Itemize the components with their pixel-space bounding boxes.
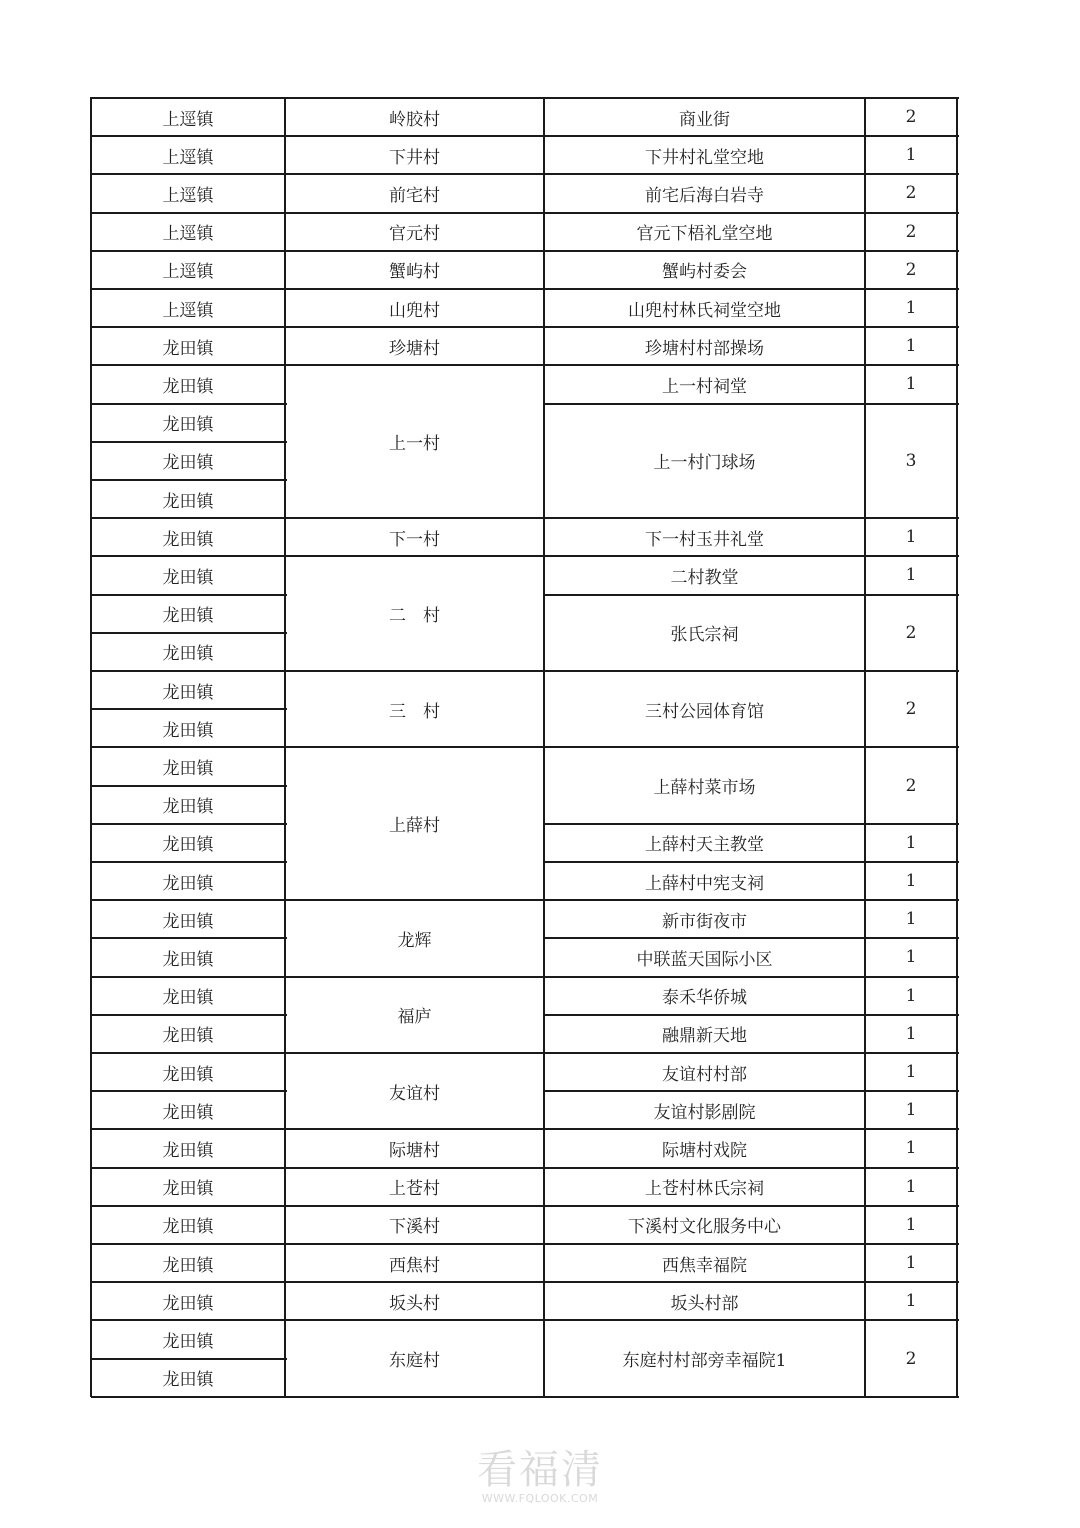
count-cell: 1 xyxy=(905,145,917,166)
site-cell: 下井村礼堂空地 xyxy=(645,147,764,168)
row-line xyxy=(544,1281,959,1283)
town-cell: 龙田镇 xyxy=(162,1064,214,1085)
site-cell: 上一村祠堂 xyxy=(662,376,747,397)
row-line xyxy=(91,1396,287,1398)
column-line xyxy=(864,97,866,1397)
row-line xyxy=(91,1014,287,1016)
town-cell: 龙田镇 xyxy=(162,1026,214,1047)
town-cell: 龙田镇 xyxy=(162,682,214,703)
count-cell: 2 xyxy=(905,1348,917,1369)
row-line xyxy=(285,1167,546,1169)
row-line xyxy=(285,1052,546,1054)
town-cell: 上逕镇 xyxy=(162,224,214,245)
row-line xyxy=(91,1205,287,1207)
count-cell: 1 xyxy=(905,832,917,853)
count-cell: 1 xyxy=(905,565,917,586)
row-line xyxy=(544,135,959,137)
village-cell: 友谊村 xyxy=(389,1083,440,1104)
row-line xyxy=(285,746,546,748)
row-line xyxy=(544,1319,959,1321)
site-cell: 融鼎新天地 xyxy=(662,1026,747,1047)
row-line xyxy=(91,403,287,405)
site-cell: 西焦幸福院 xyxy=(662,1255,747,1276)
town-cell: 龙田镇 xyxy=(162,453,214,474)
row-line xyxy=(91,1090,287,1092)
village-cell: 下一村 xyxy=(389,529,440,550)
watermark xyxy=(470,1448,610,1506)
town-cell: 龙田镇 xyxy=(162,1331,214,1352)
count-cell: 1 xyxy=(905,1291,917,1312)
site-cell: 友谊村村部 xyxy=(662,1064,747,1085)
count-cell: 1 xyxy=(905,985,917,1006)
site-cell: 张氏宗祠 xyxy=(670,625,739,646)
town-cell: 龙田镇 xyxy=(162,1293,214,1314)
site-cell: 三村公园体育馆 xyxy=(645,701,764,722)
row-line xyxy=(544,555,959,557)
town-cell: 龙田镇 xyxy=(162,988,214,1009)
site-cell: 下溪村文化服务中心 xyxy=(628,1217,781,1238)
row-line xyxy=(544,937,959,939)
count-cell: 1 xyxy=(905,1062,917,1083)
town-cell: 龙田镇 xyxy=(162,1255,214,1276)
count-cell: 2 xyxy=(905,183,917,204)
village-cell: 上一村 xyxy=(389,434,440,455)
town-cell: 上逕镇 xyxy=(162,147,214,168)
town-cell: 上逕镇 xyxy=(162,109,214,130)
village-cell: 山兜村 xyxy=(389,300,440,321)
row-line xyxy=(544,364,959,366)
count-cell: 2 xyxy=(905,699,917,720)
row-line xyxy=(91,1281,287,1283)
row-line xyxy=(91,517,287,519)
row-line xyxy=(91,1052,287,1054)
village-cell: 蟹屿村 xyxy=(389,262,440,283)
row-line xyxy=(91,708,287,710)
town-cell: 龙田镇 xyxy=(162,949,214,970)
town-cell: 龙田镇 xyxy=(162,491,214,512)
town-cell: 龙田镇 xyxy=(162,415,214,436)
row-line xyxy=(544,517,959,519)
column-line xyxy=(956,97,958,1397)
row-line xyxy=(285,899,546,901)
row-line xyxy=(544,403,959,405)
row-line xyxy=(544,746,959,748)
town-cell: 龙田镇 xyxy=(162,1217,214,1238)
row-line xyxy=(285,1281,546,1283)
count-cell: 2 xyxy=(905,107,917,128)
village-cell: 上薛村 xyxy=(389,816,440,837)
row-line xyxy=(91,173,287,175)
row-line xyxy=(285,670,546,672)
site-cell: 山兜村林氏祠堂空地 xyxy=(628,300,781,321)
row-line xyxy=(285,555,546,557)
village-cell: 下溪村 xyxy=(389,1217,440,1238)
count-cell: 1 xyxy=(905,1138,917,1159)
row-line xyxy=(544,326,959,328)
town-cell: 龙田镇 xyxy=(162,1102,214,1123)
row-line xyxy=(544,250,959,252)
row-line xyxy=(91,823,287,825)
town-cell: 龙田镇 xyxy=(162,606,214,627)
count-cell: 3 xyxy=(905,450,917,471)
town-cell: 龙田镇 xyxy=(162,873,214,894)
site-cell: 上薛村中宪支祠 xyxy=(645,873,764,894)
row-line xyxy=(91,135,287,137)
row-line xyxy=(91,937,287,939)
count-cell: 2 xyxy=(905,775,917,796)
row-line xyxy=(91,441,287,443)
row-line xyxy=(285,976,546,978)
village-cell: 官元村 xyxy=(389,224,440,245)
row-line xyxy=(91,1319,287,1321)
row-line xyxy=(544,1396,959,1398)
row-line xyxy=(91,212,287,214)
site-cell: 商业街 xyxy=(679,109,730,130)
row-line xyxy=(285,517,546,519)
row-line xyxy=(544,1128,959,1130)
town-cell: 龙田镇 xyxy=(162,1370,214,1391)
town-cell: 龙田镇 xyxy=(162,1179,214,1200)
row-line xyxy=(91,288,287,290)
village-cell: 三 村 xyxy=(389,701,440,722)
row-line xyxy=(544,1167,959,1169)
site-cell: 珍塘村村部操场 xyxy=(645,338,764,359)
village-cell: 上苍村 xyxy=(389,1179,440,1200)
row-line xyxy=(544,823,959,825)
row-line xyxy=(285,364,546,366)
village-cell: 龙辉 xyxy=(397,930,432,951)
row-line xyxy=(544,1014,959,1016)
village-cell: 东庭村 xyxy=(389,1351,440,1372)
column-line xyxy=(284,97,286,1397)
site-cell: 友谊村影剧院 xyxy=(653,1102,756,1123)
column-line xyxy=(90,97,92,1397)
count-cell: 1 xyxy=(905,374,917,395)
row-line xyxy=(91,861,287,863)
row-line xyxy=(91,364,287,366)
row-line xyxy=(544,1205,959,1207)
town-cell: 上逕镇 xyxy=(162,185,214,206)
count-cell: 2 xyxy=(905,221,917,242)
row-line xyxy=(91,1243,287,1245)
site-cell: 泰禾华侨城 xyxy=(662,988,747,1009)
row-line xyxy=(91,555,287,557)
site-cell: 中联蓝天国际小区 xyxy=(636,949,773,970)
count-cell: 1 xyxy=(905,1023,917,1044)
site-cell: 官元下梧礼堂空地 xyxy=(636,224,773,245)
row-line xyxy=(285,250,546,252)
village-cell: 下井村 xyxy=(389,147,440,168)
row-line xyxy=(285,173,546,175)
town-cell: 龙田镇 xyxy=(162,911,214,932)
site-cell: 上薛村菜市场 xyxy=(653,778,756,799)
row-line xyxy=(544,212,959,214)
town-cell: 龙田镇 xyxy=(162,758,214,779)
row-line xyxy=(544,1090,959,1092)
count-cell: 1 xyxy=(905,298,917,319)
row-line xyxy=(544,173,959,175)
town-cell: 龙田镇 xyxy=(162,797,214,818)
village-cell: 福庐 xyxy=(397,1007,432,1028)
village-cell: 珍塘村 xyxy=(389,338,440,359)
row-line xyxy=(285,135,546,137)
row-line xyxy=(544,899,959,901)
village-cell: 西焦村 xyxy=(389,1255,440,1276)
town-cell: 上逕镇 xyxy=(162,262,214,283)
row-line xyxy=(91,326,287,328)
row-line xyxy=(91,785,287,787)
count-cell: 1 xyxy=(905,1253,917,1274)
row-line xyxy=(285,326,546,328)
town-cell: 龙田镇 xyxy=(162,720,214,741)
count-cell: 1 xyxy=(905,336,917,357)
row-line xyxy=(91,1128,287,1130)
count-cell: 1 xyxy=(905,1176,917,1197)
row-line xyxy=(91,670,287,672)
town-cell: 龙田镇 xyxy=(162,835,214,856)
row-line xyxy=(91,632,287,634)
count-cell: 1 xyxy=(905,1214,917,1235)
count-cell: 1 xyxy=(905,871,917,892)
row-line xyxy=(285,1205,546,1207)
village-cell: 坂头村 xyxy=(389,1293,440,1314)
site-cell: 际塘村戏院 xyxy=(662,1140,747,1161)
town-cell: 龙田镇 xyxy=(162,644,214,665)
watermark-url: WWW.FQLOOK.COM xyxy=(481,1492,599,1505)
site-cell: 东庭村村部旁幸福院1 xyxy=(622,1351,787,1372)
count-cell: 1 xyxy=(905,527,917,548)
site-cell: 上一村门球场 xyxy=(653,453,756,474)
row-line xyxy=(285,212,546,214)
village-cell: 际塘村 xyxy=(389,1140,440,1161)
site-cell: 新市街夜市 xyxy=(662,911,747,932)
site-cell: 二村教堂 xyxy=(670,567,739,588)
row-line xyxy=(91,594,287,596)
count-cell: 1 xyxy=(905,947,917,968)
count-cell: 1 xyxy=(905,1100,917,1121)
town-cell: 龙田镇 xyxy=(162,567,214,588)
row-line xyxy=(285,288,546,290)
row-line xyxy=(544,1052,959,1054)
row-line xyxy=(91,479,287,481)
town-cell: 上逕镇 xyxy=(162,300,214,321)
row-line xyxy=(544,861,959,863)
row-line xyxy=(285,1396,546,1398)
row-line xyxy=(91,976,287,978)
village-cell: 岭胶村 xyxy=(389,109,440,130)
count-cell: 2 xyxy=(905,622,917,643)
row-line xyxy=(91,250,287,252)
village-cell: 前宅村 xyxy=(389,185,440,206)
row-line xyxy=(285,1128,546,1130)
count-cell: 2 xyxy=(905,259,917,280)
row-line xyxy=(544,594,959,596)
town-cell: 龙田镇 xyxy=(162,529,214,550)
site-cell: 坂头村部 xyxy=(670,1293,739,1314)
count-cell: 1 xyxy=(905,909,917,930)
row-line xyxy=(285,1243,546,1245)
row-line xyxy=(544,1243,959,1245)
row-line xyxy=(91,1358,287,1360)
watermark-title: 看福清 xyxy=(477,1447,603,1493)
row-line xyxy=(285,1319,546,1321)
town-cell: 龙田镇 xyxy=(162,376,214,397)
row-line xyxy=(544,670,959,672)
site-cell: 下一村玉井礼堂 xyxy=(645,529,764,550)
village-cell: 二 村 xyxy=(389,606,440,627)
row-line xyxy=(544,288,959,290)
row-line xyxy=(91,97,959,99)
row-line xyxy=(91,1167,287,1169)
site-cell: 蟹屿村委会 xyxy=(662,262,747,283)
town-cell: 龙田镇 xyxy=(162,1140,214,1161)
row-line xyxy=(91,746,287,748)
row-line xyxy=(91,899,287,901)
site-cell: 上薛村天主教堂 xyxy=(645,835,764,856)
row-line xyxy=(544,976,959,978)
town-cell: 龙田镇 xyxy=(162,338,214,359)
site-cell: 上苍村林氏宗祠 xyxy=(645,1179,764,1200)
site-cell: 前宅后海白岩寺 xyxy=(645,185,764,206)
column-line xyxy=(543,97,545,1397)
